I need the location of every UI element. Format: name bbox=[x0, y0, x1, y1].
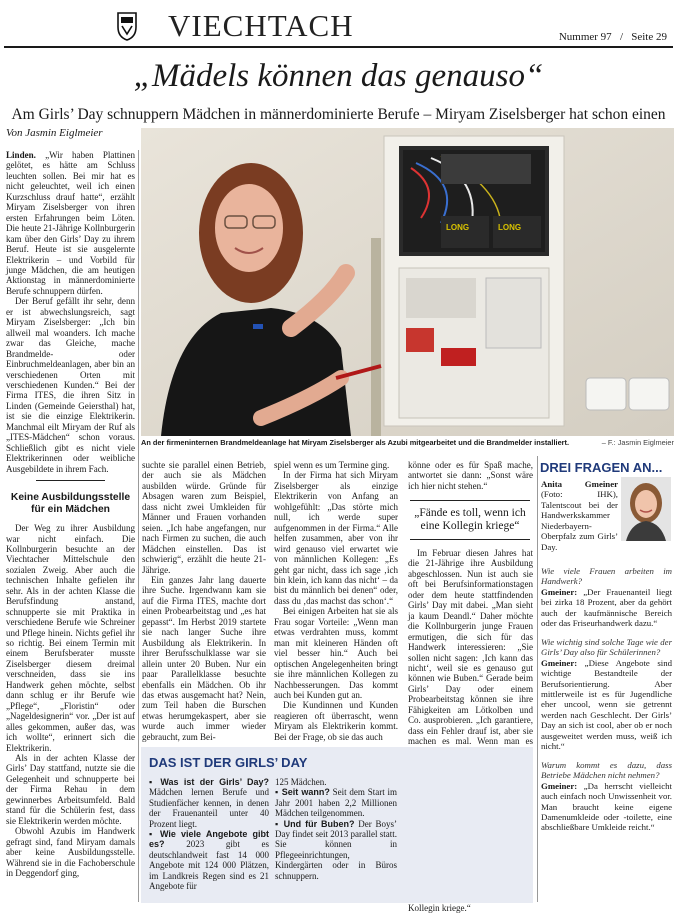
portrait-photo bbox=[621, 477, 671, 541]
article-photo bbox=[141, 128, 674, 436]
answer-text: „Der Frauenanteil liegt bei zirka 18 Prozent, aber da gehört auch der kaufmännische Bereich oder das Friseurhandwerk dazu.“ bbox=[541, 586, 673, 629]
issue-separator: / bbox=[619, 31, 623, 43]
paragraph: suchte sie parallel einen Betrieb, der auch sie als Mädchen ausbilden würde. Gründe für Absagen waren zum Beispiel, dass nicht zwei Umkleiden für Männer und Frauen vorhanden seien. „Ich habe angefangen, nur nach Firmen zu suchen, die auch Mädchen einstellen. Das ist schwierig“, erzählt die heute 21-Jährige. bbox=[142, 460, 266, 575]
speaker-label: Gmeiner: bbox=[541, 657, 578, 668]
paragraph: spiel wenn es um Termine ging. bbox=[274, 460, 390, 470]
answer-text: „Diese Angebote sind wichtige Bestandteile der Berufsorientierung. Aber mittlerweile ist es für Jugendliche eher uncool, wenn sie getrennt werden nach Geschlecht. Der Girls’ Day an sich ist cool, aber ob er noch ausgeweitet werden muss, weiß ich nicht.“ bbox=[541, 657, 672, 752]
paragraph: könne oder es für Spaß mache, antwortet sie dann: „Sonst wäre ich hier nicht stehen.“ bbox=[408, 460, 533, 491]
portrait-illustration bbox=[621, 477, 671, 541]
caption-text: An der firmeninternen Brandmeldeanlage hat Miryam Ziselsberger als Azubi mitgearbeitet und die Brandmelder installiert. bbox=[141, 438, 570, 447]
info-box bbox=[141, 747, 533, 903]
town-name: VIECHTACH bbox=[168, 8, 354, 43]
info-answer: Der Boys’ Day findet seit 2013 parallel statt. Sie können in Pflegeeinrichtungen, Kindergärten oder in Büros schnuppern. bbox=[275, 818, 397, 881]
speaker-label: Gmeiner: bbox=[541, 780, 578, 791]
interview-answer bbox=[541, 587, 672, 629]
page-number: Seite 29 bbox=[631, 31, 667, 43]
interview-answer bbox=[541, 658, 672, 752]
info-answer: 2023 gibt es deutschlandweit fast 14 000 Angebote mit 124 000 Plätzen, im Landkreis Regen sind es 21 Angebote für bbox=[149, 839, 270, 892]
interview-question: Warum kommt es dazu, dass Betriebe Mädchen nicht nehmen? bbox=[541, 759, 672, 781]
info-item: ▪ Wie viele Angebote gibt es? 2023 gibt es deutschlandweit fast 14 000 Angebote mit 124 000 Plätzen, im Landkreis Regen sind es 21 Angebote für bbox=[149, 829, 270, 892]
info-item: ▪ Seit wann? Seit dem Start im Jahr 2001 haben 2,2 Millionen Mädchen teilgenommen. bbox=[275, 787, 397, 819]
article-column-2 bbox=[142, 460, 266, 742]
paragraph: In der Firma hat sich Miryam Ziselsberger als einzige Elektrikerin von Anfang an wohlgefühlt: „Das störte mich null, ich werde super aufgenommen in der Firma.“ Alle helfen zusammen, aber von ihr wird genauso viel erwartet wie von männlichen Kollegen: „Es geht gar nicht, dass ich sage ‚ich bin klein, ich kann das nicht‘ – da bist du männlich bei denen“ oder, dass du ‚das machst das schon‘.“ bbox=[274, 470, 398, 606]
interview-answer bbox=[541, 781, 672, 833]
info-question: Was ist der Girls’ Day? bbox=[160, 777, 269, 787]
headline: „Mädels können das genauso“ bbox=[133, 58, 544, 94]
battery-label-2: LONG bbox=[498, 223, 522, 232]
paragraph: Der Beruf gefällt ihr sehr, denn er ist abwechslungsreich, sagt Miryam Ziselsberger: „Ich bin allweil mal woanders. Ich mache zwar das Gleiche, mache Brandmelde- oder Einbruchmeldeanlagen, aber bin an verschiedenen Orten mit verschiedenen Kunden.“ Bei der Firma ITES, die ihren Sitz in Linden (Gemeinde Geiersthal) hat, ist sie die einzige Elektrikerin. Manchmal eilt Miryam der Ruf als „ITES-Mädchen“ schon voraus. Schließlich gibt es nicht viele Elektrikerinnen oder weibliche Ausgebildete in ihrem Fach. bbox=[6, 296, 135, 474]
photo-credit: – F.: Jasmin Eiglmeier bbox=[601, 438, 674, 447]
sidebar-interview bbox=[541, 566, 672, 833]
paragraph: Obwohl Azubis im Handwerk gefragt sind, fand Miryam damals aber keine Ausbildungsstelle. Während sie in die Fachoberschule in Deggendorf ging, bbox=[6, 826, 135, 878]
issue-number: Nummer 97 bbox=[558, 31, 612, 43]
paragraph: Im Februar diesen Jahres hat die 21-Jährige ihre Ausbildung abgeschlossen. Nun ist auch sie oft bei Berufsinformationstagen oder dem heute stattfindenden Girls’ Day mit dabei. „Man sieht ja kaum Deandl.“ Daher möchte die Kollnburgerin junge Frauen ermutigen, die sich für das Handwerk interessieren: „Sie sollen nicht sagen: ‚Ich kann das nicht‘, weil sie es genauso gut können wie Buben.“ Gerade beim Girls’ Day oder einem Probearbeitstag können sie ihre Fähigkeiten am Lötkolben und Co. ausprobieren. „Ich garantiere, dass ein Fehler drauf ist, aber sie machen es mal. Wenn man es bbox=[408, 548, 533, 747]
info-question: Und für Buben? bbox=[283, 818, 355, 829]
speaker-label: Gmeiner: bbox=[541, 586, 578, 597]
sidebar-intro bbox=[541, 479, 618, 552]
photo-illustration bbox=[141, 128, 674, 436]
subheadline: Am Girls’ Day schnuppern Mädchen in männerdominierte Berufe – Miryam Ziselsberger hat schon einen bbox=[11, 106, 666, 123]
info-box-title: DAS IST DER GIRLS’ DAY bbox=[149, 755, 308, 770]
paragraph: Der Weg zu ihrer Ausbildung war nicht einfach. Die Kollnburgerin besuchte an der Viechtacher Mittelschule den sozialen Zweig. Aber auch die technischen Inhalte gefielen ihr sehr. Als in der achten Klasse die Berufsfindung anstand, schnupperte sie mit Praktika in verschiedene Berufe wie Schreiner und Pflege hinein. Nichts gefiel ihr so richtig. Bei einem Termin mit einem Berufsberater musste Ziselsberger diesem dreimal verschneiden, dass sie ins Handwerk gehen möchte, selbst dann schlug er ihr Berufe wie „Pflege“, „Floristin“ oder „Nageldesignerin“ vor. „Der ist auf alles gekommen, außer das, was ich wollte“, erinnert sich die Elektrikerin. bbox=[6, 523, 135, 753]
interview-question: Wie wichtig sind solche Tage wie der Girls’ Day also für Schülerinnen? bbox=[541, 636, 672, 658]
paragraph bbox=[6, 150, 135, 296]
pull-quote: „Fände es toll, wenn ich eine Kollegin kriege“ bbox=[410, 500, 530, 540]
sidebar-title: DREI FRAGEN AN... bbox=[540, 460, 663, 475]
masthead-rule bbox=[4, 46, 673, 48]
info-item: ▪ Was ist der Girls’ Day? Mädchen lernen Berufe und Studienfächer kennen, in denen der Frauenanteil unter 40 Prozent liegt. bbox=[149, 777, 269, 829]
sidebar-intro-text bbox=[541, 479, 618, 552]
town-crest-icon bbox=[116, 11, 138, 41]
paragraph: Bei einigen Arbeiten hat sie als Frau sogar Vorteile: „Wenn man etwas verdrahten muss, kommt man mit kleineren Händen oft viel besser hin.“ Auch bei optischen Angelegenheiten bringt sie ihre männlichen Kollegen zu Nachbesserungen. Das kommt auch bei Kunden gut an. bbox=[274, 606, 398, 700]
section-divider bbox=[36, 480, 105, 481]
info-answer: 125 Mädchen. bbox=[275, 777, 327, 787]
info-answer: Seit dem Start im Jahr 2001 haben 2,2 Millionen Mädchen teilgenommen. bbox=[275, 787, 397, 819]
column-divider bbox=[138, 150, 139, 902]
article-column-1 bbox=[6, 150, 135, 878]
interviewee-name: Anita Gmeiner bbox=[541, 479, 618, 489]
photo-caption bbox=[141, 438, 674, 447]
interviewee-description: (Foto: IHK), Talentscout bei der Handwerkskammer Niederbayern-Oberpfalz zum Girls’ Day. bbox=[541, 489, 618, 552]
interview-question: Wie viele Frauen arbeiten im Handwerk? bbox=[541, 566, 672, 587]
sidebar-divider bbox=[537, 456, 538, 902]
info-question: Wie viele Angebote gibt es? bbox=[149, 829, 269, 850]
paragraph-text: „Wir haben Plattinen gelötet, es hätte am Schluss leuchten sollen. Bei mir hat es nicht geleuchtet, weil ich einen Kurzschluss drauf hatte“, erzählt Miryam Ziselsberger von ihren ersten Erfahrungen beim Löten. Die heute 21-Jährige Kollnburgerin kam über den Girls’ Day zu ihrem Beruf. Heute ist sie ausgelernte Elektrikerin – und Vorbild für junge Mädchen, die am heutigen Aktionstag in männerdominierte Berufe schnuppern dürfen. bbox=[6, 150, 135, 296]
info-box-column-2 bbox=[275, 777, 397, 881]
paragraph: Die Kundinnen und Kunden reagieren oft überrascht, wenn Miryam als Elektrikerin kommt. Bei der Frage, ob sie das auch bbox=[274, 700, 398, 742]
info-answer: Mädchen lernen Berufe und Studienfächer kennen, in denen der Frauenanteil unter 40 Prozent liegt. bbox=[149, 787, 269, 829]
paragraph: Kollegin kriege.“ bbox=[408, 903, 471, 914]
paragraph: Als in der achten Klasse der Girls’ Day stattfand, nutzte sie die Gelegenheit und schnupperte bei der Firma Rehau in dem gewinnerbes Arbeitsumfeld. Bald stand für die Schülerin fest, dass sie Elektrikerin werden möchte. bbox=[6, 753, 135, 826]
info-question: Seit wann? bbox=[281, 787, 330, 798]
info-box-column-1 bbox=[149, 777, 269, 891]
article-column-4 bbox=[408, 460, 533, 491]
byline: Von Jasmin Eiglmeier bbox=[6, 127, 103, 139]
paragraph: Ein ganzes Jahr lang dauerte ihre Suche. Irgendwann kam sie auf die Firma ITES, machte dort einen Probearbeitstag und „es hat gepasst“. Im Herbst 2019 startete sie nach langer Suche ihre Ausbildung als Elektrikerin. In ihrer Berufsschulklasse war sie allein unter 20 Buben. Nur ein paar Parallelklasse besuchte ebenfalls ein Mädchen. Ob ihr das etwas ausgemacht hat? Nein, zum Teil haben die Burschen etwas herumgekaspert, aber sie wurde auch immer wieder gebraucht, zum Bei- bbox=[142, 574, 266, 742]
section-heading: Keine Ausbildungsstelle für ein Mädchen bbox=[10, 492, 131, 515]
info-item: ▪ Und für Buben? Der Boys’ Day findet seit 2013 parallel statt. Sie können in Pflegeeinrichtungen, Kindergärten oder in Büros schnuppern. bbox=[275, 818, 397, 881]
answer-text: „Da herrscht vielleicht auch einfach noch Unwissenheit vor. Man braucht keine eigene Damenumkleide oder -toilette, eine abschließbare Umkleide reicht.“ bbox=[541, 780, 673, 833]
battery-label-1: LONG bbox=[446, 223, 470, 232]
article-column-3 bbox=[274, 460, 398, 742]
dateline: Linden. bbox=[6, 150, 36, 160]
issue-info bbox=[559, 31, 667, 43]
